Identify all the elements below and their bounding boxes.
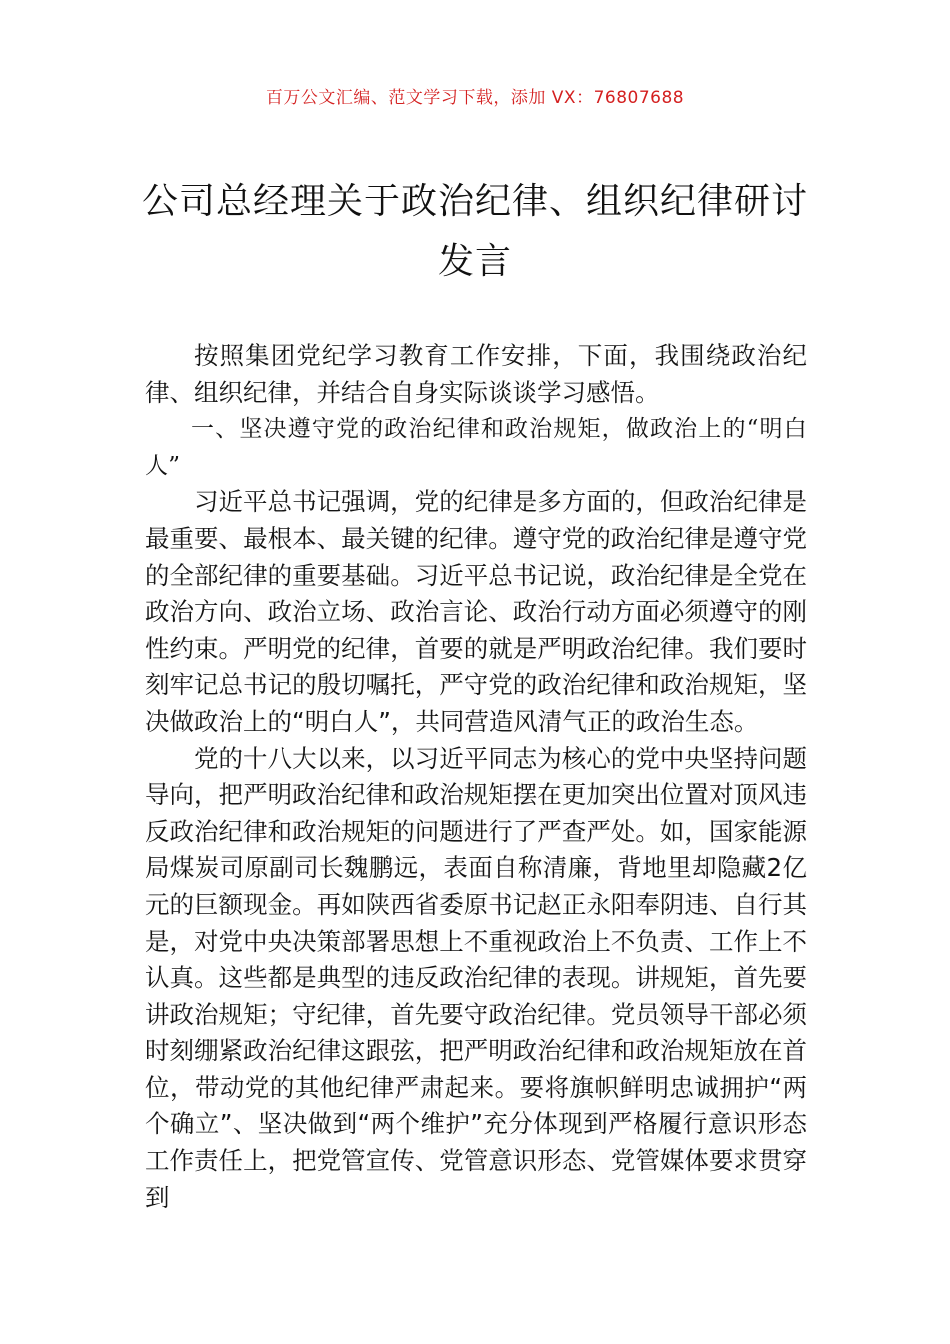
header-ad-note: 百万公文汇编、范文学习下载，添加 VX：76807688	[265, 88, 685, 108]
paragraph-body: 党的十八大以来，以习近平同志为核心的党中央坚持问题导向，把严明政治纪律和政治规矩摆在更加突出位置对顶风违反政治纪律和政治规矩的问题进行了严查严处。如，国家能源局煤炭司原副司长魏鹏远，表面自称清廉，背地里却隐藏2亿元的巨额现金。再如陕西省委原书记赵正永阳奉阴违、自行其是，对党中央决策部署思想上不重视政治上不负责、工作上不认真。这些都是典型的违反政治纪律的表现。讲规矩，首先要讲政治规矩；守纪律，首先要守政治纪律。党员领导干部必须时刻绷紧政治纪律这跟弦，把严明政治纪律和政治规矩放在首位，带动党的其他纪律严肃起来。要将旗帜鲜明忠诚拥护“两个确立”、坚决做到“两个维护”充分体现到严格履行意识形态工作责任上，把党管宣传、党管意识形态、党管媒体要求贯穿到	[145, 743, 807, 1212]
document-body	[145, 338, 807, 1216]
paragraph-body: 习近平总书记强调，党的纪律是多方面的，但政治纪律是最重要、最根本、最关键的纪律。遵守党的政治纪律是遵守党的全部纪律的重要基础。习近平总书记说，政治纪律是全党在政治方向、政治立场、政治言论、政治行动方面必须遵守的刚性约束。严明党的纪律，首要的就是严明政治纪律。我们要时刻牢记总书记的殷切嘱托，严守党的政治纪律和政治规矩，坚决做政治上的“明白人”，共同营造风清气正的政治生态。	[145, 487, 807, 736]
section-heading-1: 一、坚决遵守党的政治纪律和政治规矩，做政治上的“明白人”	[145, 416, 807, 479]
paragraph-intro: 按照集团党纪学习教育工作安排，下面，我围绕政治纪律、组织纪律，并结合自身实际谈谈学习感悟。	[145, 341, 807, 407]
document-title: 公司总经理关于政治纪律、组织纪律研讨发言	[141, 181, 808, 282]
